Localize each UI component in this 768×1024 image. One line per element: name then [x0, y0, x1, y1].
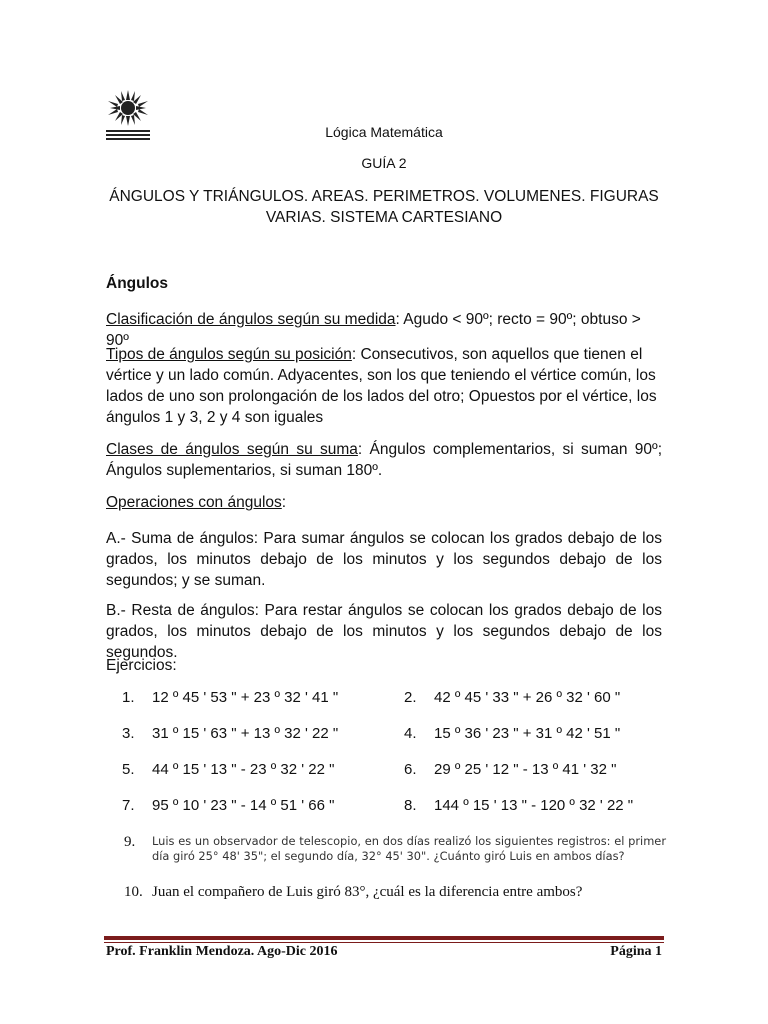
sum-classes-label: Clases de ángulos según su suma: [106, 441, 358, 458]
exercise-item: [122, 797, 334, 814]
classification-text: : Agudo < 90º; recto = 90º; obtuso > 90º: [106, 311, 641, 349]
exercises-label: Ejercicios:: [106, 657, 177, 674]
exercise-item: [404, 797, 633, 814]
footer-author: Prof. Franklin Mendoza. Ago-Dic 2016: [106, 944, 338, 959]
section-heading: Ángulos: [106, 275, 168, 292]
position-types-text: : Consecutivos, son aquellos que tienen el vértice y un lado común. Adyacentes, son los que teniendo el vértice común, los lados de uno son prolongación de los lados del otro; Opuestos por el vértice, los ángulos 1 y 3, 2 y 4 son iguales: [106, 346, 657, 426]
exercise-number: 6.: [404, 761, 417, 778]
footer-rule-thin: [104, 942, 664, 943]
guide-number: GUÍA 2: [361, 155, 407, 171]
exercise-item: [404, 761, 616, 778]
problem-number: 10.: [124, 884, 143, 900]
footer-page-number: Página 1: [610, 944, 662, 959]
document-title-line2: VARIAS. SISTEMA CARTESIANO: [265, 209, 503, 226]
operations-label: Operaciones con ángulos: [106, 494, 282, 511]
exercise-number: 1.: [122, 689, 135, 706]
exercise-expression: 12 º 45 ' 53 " + 23 º 32 ' 41 ": [152, 689, 339, 706]
exercise-item: [404, 725, 620, 742]
problem-text: Juan el compañero de Luis giró 83°, ¿cuál es la diferencia entre ambos?: [152, 884, 583, 900]
sum-classes-text: : Ángulos complementarios, si suman 90º; Ángulos suplementarios, si suman 180º.: [106, 441, 662, 479]
exercise-number: 3.: [122, 725, 135, 742]
classification-label: Clasificación de ángulos según su medida: [106, 311, 396, 328]
problem-number: 9.: [124, 834, 136, 850]
document-title-line1: ÁNGULOS Y TRIÁNGULOS. AREAS. PERIMETROS. VOLUMENES. FIGURAS: [109, 188, 659, 205]
exercise-expression: 44 º 15 ' 13 " - 23 º 32 ' 22 ": [152, 761, 335, 778]
problem-text: Luis es un observador de telescopio, en dos días realizó los siguientes registros: el primer día giró 25° 48' 35"; el segundo día, 32° 45' 30". ¿Cuánto giró Luis en ambos días?: [152, 834, 666, 863]
operations-heading: [106, 492, 662, 513]
exercise-expression: 31 º 15 ' 63 " + 13 º 32 ' 22 ": [152, 725, 339, 742]
exercise-number: 4.: [404, 725, 417, 742]
exercise-item: [404, 689, 620, 706]
exercise-expression: 144 º 15 ' 13 " - 120 º 32 ' 22 ": [434, 797, 634, 814]
footer-rule-thick: [104, 936, 664, 940]
sum-paragraph: A.- Suma de ángulos: Para sumar ángulos se colocan los grados debajo de los grados, los minutos debajo de los minutos y los segundos debajo de los segundos; y se suman.: [106, 530, 662, 589]
position-types-paragraph: [106, 344, 662, 428]
exercise-expression: 15 º 36 ' 23 " + 31 º 42 ' 51 ": [434, 725, 621, 742]
subtraction-paragraph: B.- Resta de ángulos: Para restar ángulos se colocan los grados debajo de los grados, los minutos debajo de los minutos y los segundos debajo de los segundos.: [106, 602, 662, 661]
exercise-expression: 29 º 25 ' 12 " - 13 º 41 ' 32 ": [434, 761, 617, 778]
exercise-number: 5.: [122, 761, 135, 778]
exercise-item: [122, 761, 334, 778]
exercise-number: 8.: [404, 797, 417, 814]
exercise-number: 7.: [122, 797, 135, 814]
exercise-number: 2.: [404, 689, 417, 706]
exercise-expression: 42 º 45 ' 33 " + 26 º 32 ' 60 ": [434, 689, 621, 706]
operations-colon: :: [281, 494, 287, 511]
exercise-item: [122, 689, 338, 706]
exercise-item: [122, 725, 338, 742]
position-types-label: Tipos de ángulos según su posición: [106, 346, 352, 363]
exercise-expression: 95 º 10 ' 23 " - 14 º 51 ' 66 ": [152, 797, 335, 814]
sum-classes-paragraph: [106, 439, 662, 481]
subject-title: Lógica Matemática: [325, 124, 443, 140]
